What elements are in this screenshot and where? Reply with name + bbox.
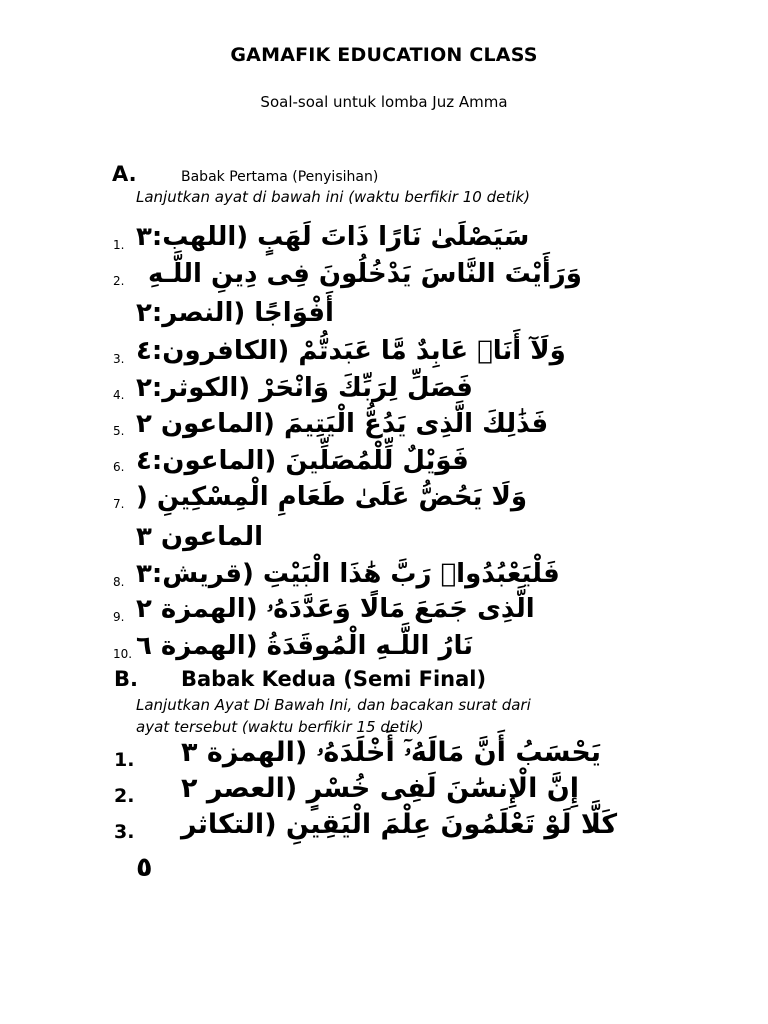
section-b-title: Babak Kedua (Semi Final) [181, 667, 487, 691]
item-a9-verse: الَّذِى جَمَعَ مَالًا وَعَدَّدَهُۥ (الهمزة ٢ [136, 594, 535, 624]
item-a2-number: 2. [113, 274, 125, 288]
item-a7-number: 7. [113, 497, 125, 511]
item-a5-number: 5. [113, 424, 125, 438]
page-subtitle: Soal-soal untuk lomba Juz Amma [260, 93, 508, 111]
item-b3-number: 3. [114, 821, 135, 843]
item-a9-number: 9. [113, 610, 125, 624]
item-a10-verse: نَارُ اللَّـهِ الْمُوقَدَةُ (الهمزة ٦ [136, 631, 473, 661]
item-a3-verse: وَلَآ أَنَا۠ عَابِدٌ مَّا عَبَدتُّمْ (الكافرون:٤ [136, 336, 566, 366]
item-a6-verse: فَوَيْلٌ لِّلْمُصَلِّينَ (الماعون:٤ [136, 446, 469, 476]
item-b3-verse-line1: كَلَّا لَوْ تَعْلَمُونَ عِلْمَ الْيَقِينِ (التكاثر [181, 809, 618, 840]
item-a5-verse: فَذَٰلِكَ الَّذِى يَدُعُّ الْيَتِيمَ (الماعون ٢ [136, 409, 549, 439]
item-b1-verse: يَحْسَبُ أَنَّ مَالَهُۥٓ أَخْلَدَهُۥ (الهمزة ٣ [181, 737, 601, 768]
item-b3-verse-line2: ٥ [136, 852, 153, 883]
item-a2-verse-line2: أَفْوَاجًا (النصر:٢ [136, 298, 334, 328]
item-b1-number: 1. [114, 749, 135, 771]
section-b-instruction-line1: Lanjutkan Ayat Di Bawah Ini, dan bacakan surat dari [136, 696, 531, 714]
item-a7-verse-line1: وَلَا يَحُضُّ عَلَىٰ طَعَامِ الْمِسْكِينِ ( [136, 482, 527, 512]
item-a3-number: 3. [113, 352, 125, 366]
section-a-title: Babak Pertama (Penyisihan) [181, 169, 379, 185]
item-a4-verse: فَصَلِّ لِرَبِّكَ وَانْحَرْ (الكوثر:٢ [136, 373, 473, 403]
item-a6-number: 6. [113, 460, 125, 474]
item-a8-verse: فَلْيَعْبُدُوا۟ رَبَّ هَٰذَا الْبَيْتِ (قريش:٣ [136, 559, 560, 589]
item-a10-number: 10. [113, 647, 133, 661]
item-a1-verse: سَيَصْلَىٰ نَارًا ذَاتَ لَهَبٍ (اللهب:٣ [136, 222, 530, 252]
item-a2-verse-line1: وَرَأَيْتَ النَّاسَ يَدْخُلُونَ فِى دِينِ اللَّـهِ [148, 259, 582, 289]
item-a7-verse-line2: الماعون ٣ [136, 522, 264, 552]
item-a4-number: 4. [113, 388, 125, 402]
item-b2-verse: إِنَّ الْإِنسَٰنَ لَفِى خُسْرٍ (العصر ٢ [181, 773, 580, 804]
page-title: GAMAFIK EDUCATION CLASS [230, 44, 538, 66]
section-b-letter: B. [114, 667, 138, 691]
item-a8-number: 8. [113, 575, 125, 589]
section-a-instruction: Lanjutkan ayat di bawah ini (waktu berfikir 10 detik) [136, 188, 530, 206]
section-a-letter: A. [112, 162, 137, 186]
item-b2-number: 2. [114, 785, 135, 807]
section-b-instruction-line2: ayat tersebut (waktu berfikir 15 detik) [136, 718, 424, 736]
item-a1-number: 1. [113, 238, 125, 252]
